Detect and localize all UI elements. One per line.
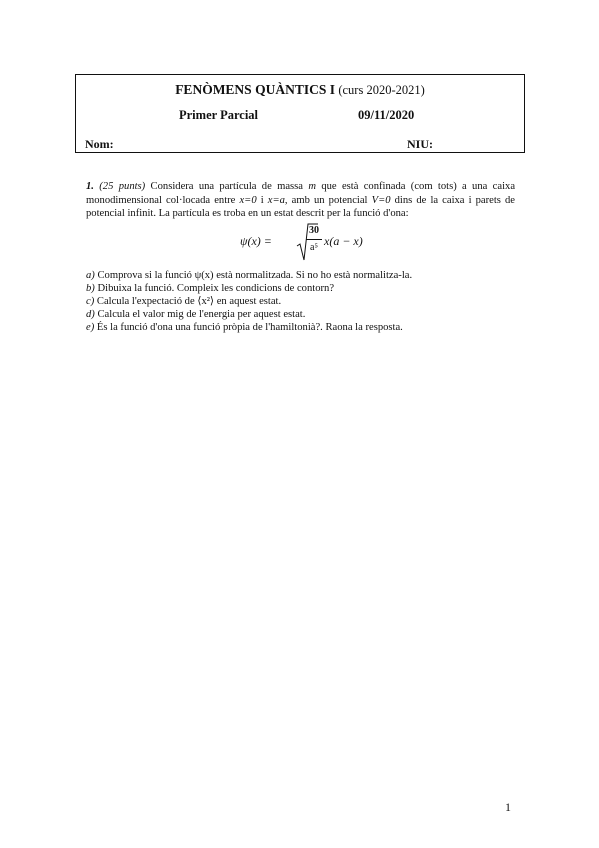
question-item xyxy=(86,282,516,295)
problem-text-3: i xyxy=(260,194,264,206)
course-name: FENÒMENS QUÀNTICS I xyxy=(175,82,335,97)
problem-text-4: , amb un potencial xyxy=(284,194,368,206)
item-text: Calcula el valor mig de l'energia per aquest estat. xyxy=(97,309,306,320)
item-letter: e) xyxy=(86,322,95,333)
exam-type: Primer Parcial xyxy=(179,108,259,122)
mass-symbol: m xyxy=(308,181,316,192)
question-item xyxy=(86,295,516,308)
question-item xyxy=(86,269,516,282)
formula-lhs: ψ(x) = xyxy=(240,234,272,248)
problem-text-2: que està confinada (com tots) a una caixa monodimensional col·locada entre xyxy=(86,181,516,206)
exam-header xyxy=(75,74,525,153)
fraction-bar xyxy=(306,239,322,240)
item-text: Comprova si la funció ψ(x) està normalitzada. Si no ho està normalitza-la. xyxy=(97,270,413,281)
item-text: Dibuixa la funció. Compleix les condicions de contorn? xyxy=(97,283,335,294)
item-text: Calcula l'expectació de ⟨x²⟩ en aquest estat. xyxy=(96,296,282,307)
problem-points: (25 punts) xyxy=(99,181,146,192)
question-item xyxy=(86,321,516,334)
question-item xyxy=(86,308,516,321)
niu-label: NIU: xyxy=(407,137,433,151)
formula-denominator: a⁵ xyxy=(310,242,318,253)
formula-rhs: x(a − x) xyxy=(324,234,363,248)
problem-text-1: Considera una partícula de massa xyxy=(150,181,304,192)
item-letter: b) xyxy=(86,283,95,294)
problem-text-5: dins de la caixa i parets de potencial infinit. La partícula es troba en un estat descrit per xyxy=(86,194,516,219)
item-letter: c) xyxy=(86,296,95,307)
colon: : xyxy=(405,208,409,219)
exam-title xyxy=(76,82,524,98)
formula-numerator: 30 xyxy=(309,225,319,236)
x-a: x=a xyxy=(267,194,285,206)
formula-fraction xyxy=(306,224,322,255)
course-year: (curs 2020-2021) xyxy=(338,83,425,97)
exam-date: 09/11/2020 xyxy=(358,108,415,122)
item-letter: d) xyxy=(86,309,95,320)
name-label: Nom: xyxy=(85,137,114,151)
problem-statement xyxy=(86,180,515,221)
x-zero: x=0 xyxy=(239,194,257,206)
v-zero: V=0 xyxy=(371,194,391,206)
item-text: És la funció d'ona una funció pròpia de l'hamiltonià?. Raona la resposta. xyxy=(96,322,403,333)
page-number: 1 xyxy=(505,800,511,814)
question-list xyxy=(86,269,516,334)
item-letter: a) xyxy=(86,270,95,281)
wavefunction-term: la funció d'ona xyxy=(343,208,406,219)
problem-number: 1. xyxy=(86,181,94,192)
